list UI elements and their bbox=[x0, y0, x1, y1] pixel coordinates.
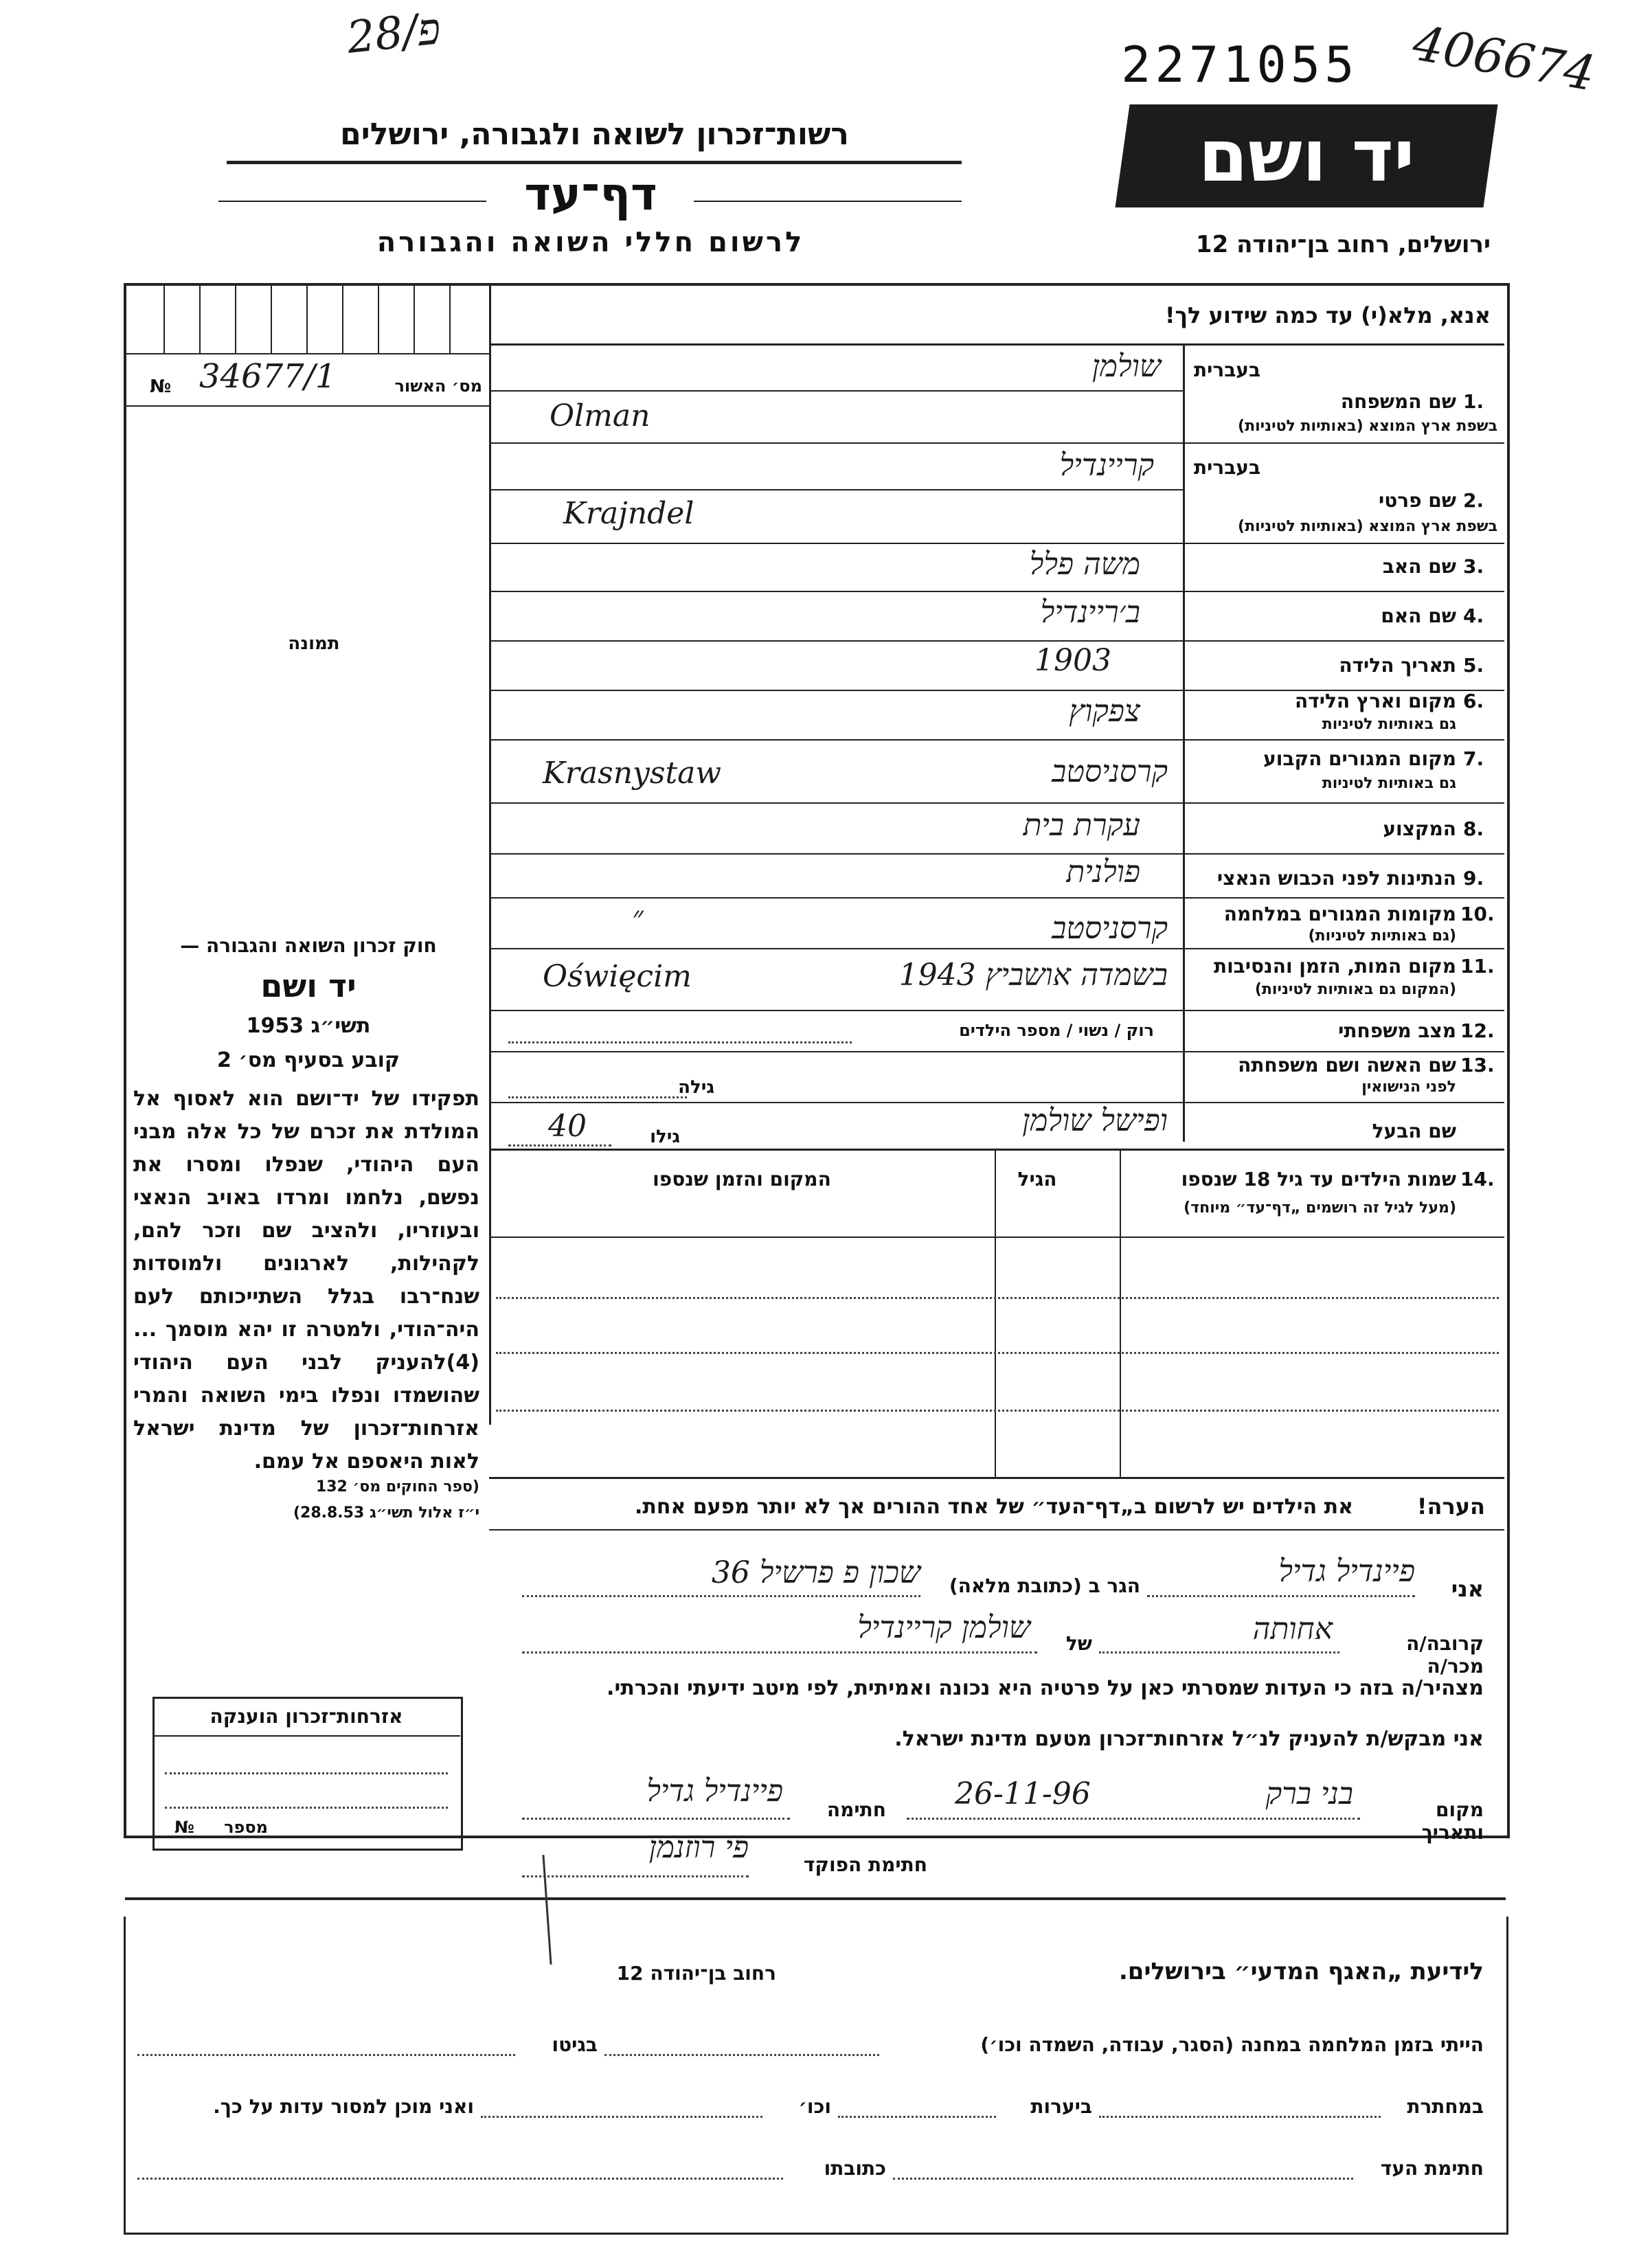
authority-line: רשות־זכרון לשואה ולגבורה, ירושלים bbox=[340, 117, 849, 152]
field-2-label: שם פרטי bbox=[1378, 489, 1456, 512]
field-7-num: 7. bbox=[1463, 747, 1484, 770]
field-1-value-he: שולמן bbox=[1091, 349, 1161, 384]
approval-row-top bbox=[125, 353, 489, 354]
field-6-value: צפקוץ bbox=[1069, 694, 1140, 729]
field-7-value-latin: Krasnystaw bbox=[543, 756, 722, 791]
approval-label: מס׳ האשור bbox=[394, 376, 482, 396]
bottom-line2-b: ביערות bbox=[1030, 2095, 1092, 2118]
note-text: את הילדים יש לרשום ב„דף־העד״ של אחד ההורים אך לא יותר מפעם אחת. bbox=[634, 1495, 1353, 1519]
label-column-divider bbox=[1183, 343, 1185, 1142]
bottom-line1-a: הייתי בזמן המלחמה במחנה (הסגר, עבודה, השמדה וכו׳) bbox=[980, 2033, 1484, 2056]
title-rule-left bbox=[218, 201, 486, 202]
row-line-2a bbox=[489, 489, 1183, 490]
children-sub: (מעל לגיל זה רושמים „דף־עד״ מיוחד) bbox=[1184, 1199, 1456, 1217]
tick-9 bbox=[449, 284, 451, 353]
citizenship-no-sign: № bbox=[174, 1818, 194, 1837]
officer-value: פי רוזנמן bbox=[648, 1830, 749, 1865]
bottom-line3-dots-2 bbox=[137, 2178, 783, 2180]
field-1-sub: בשפת ארץ המוצא (באותיות לטיניות) bbox=[1238, 418, 1497, 435]
bottom-line1-dots-1 bbox=[604, 2054, 879, 2056]
yad-vashem-logo bbox=[1115, 104, 1497, 207]
note-rule bbox=[489, 1529, 1504, 1531]
field-2-hebrew-tag: בעברית bbox=[1194, 456, 1261, 479]
bottom-line1-b: בגיטו bbox=[552, 2033, 598, 2056]
children-row-1 bbox=[489, 1237, 1504, 1238]
field-9-num: 9. bbox=[1463, 867, 1484, 890]
declare-text: מצהיר/ה בזה כי העדות שמסרתי כאן על פרטיה היא נכונה ואמיתית, לפי מיטב ידיעתי והכרתי. bbox=[607, 1676, 1484, 1700]
officer-dots bbox=[522, 1875, 749, 1877]
field-6-sub: גם באותיות לטיניות bbox=[1322, 716, 1456, 733]
row-line-9 bbox=[489, 897, 1504, 899]
row-line-1a bbox=[489, 390, 1183, 392]
field-8-num: 8. bbox=[1463, 817, 1484, 840]
field-1-num: 1. bbox=[1463, 390, 1484, 413]
row-line-14 bbox=[489, 1149, 1504, 1151]
declarant-resides-label: הגר ב (כתובת מלאה) bbox=[949, 1574, 1140, 1597]
husband-age-value: 40 bbox=[548, 1109, 587, 1144]
field-11-sub: (המקום גם באותיות לטיניות) bbox=[1254, 981, 1456, 998]
field-10-label: מקומות המגורים במלחמה bbox=[1223, 903, 1456, 925]
address: ירושלים, רחוב בן־יהודה 12 bbox=[1195, 231, 1491, 258]
left-column-divider bbox=[489, 284, 491, 1425]
law-name: יד ושם bbox=[260, 967, 357, 1004]
tick-5 bbox=[306, 284, 308, 353]
field-4-value: ב׳ריינדיל bbox=[1040, 595, 1140, 630]
field-10-value: קרסניסטב bbox=[1052, 911, 1168, 946]
form-subtitle: לרשום חללי השואה והגבורה bbox=[376, 227, 805, 258]
citizenship-title: אזרחות־זכרון הוענקה bbox=[210, 1705, 403, 1728]
husband-age-dots bbox=[508, 1144, 611, 1147]
children-bottom bbox=[489, 1477, 1504, 1479]
tick-1 bbox=[163, 284, 165, 353]
declarant-relative-value: אחותה bbox=[1252, 1612, 1333, 1647]
row-line-1 bbox=[489, 442, 1504, 444]
law-ref-1: (ספר החוקים מס׳ 132 bbox=[315, 1478, 479, 1495]
row-line-12 bbox=[489, 1051, 1504, 1052]
bottom-line3-b: כתובתו bbox=[824, 2157, 886, 2180]
field-1-value-latin: Olman bbox=[550, 398, 650, 433]
field-4-label: שם האם bbox=[1381, 605, 1456, 627]
field-2-num: 2. bbox=[1463, 489, 1484, 512]
husband-label: שם הבעל bbox=[1372, 1120, 1456, 1142]
law-title: חוק זכרון השואה והגבורה — bbox=[180, 934, 437, 957]
approval-row-bottom bbox=[125, 405, 489, 407]
field-9-value: פולנית bbox=[1066, 855, 1140, 890]
citizenship-dots-1 bbox=[165, 1772, 448, 1774]
field-7-label: מקום המגורים הקבוע bbox=[1263, 747, 1456, 770]
place-date-dots bbox=[907, 1818, 1360, 1820]
declarant-of-value: שולמן קריינדיל bbox=[857, 1610, 1030, 1645]
bottom-line2-dots-3 bbox=[481, 2116, 762, 2118]
officer-label: חתימת הפוקד bbox=[803, 1853, 927, 1876]
field-8-value: עקרת בית bbox=[1023, 808, 1140, 843]
declarant-resides-dots bbox=[522, 1595, 920, 1597]
bottom-heading: לידיעת „האגף המדעי״ בירושלים. bbox=[1118, 1958, 1484, 1985]
place-date-label: מקום ותאריך bbox=[1421, 1798, 1484, 1844]
approval-no-sign: № bbox=[150, 376, 172, 397]
row-line-7 bbox=[489, 802, 1504, 804]
bottom-line3-dots-1 bbox=[893, 2178, 1353, 2180]
field-3-label: שם האב bbox=[1382, 555, 1456, 578]
children-col-divider-2 bbox=[995, 1149, 996, 1477]
law-text: תפקידו של יד־ושם הוא לאסוף אל המולדת את זכרם של כל אלה מבני העם היהודי, שנפלו ומסרו את נפשם, נלחמו ומרדו באויב הנאצי ובעוזריו, ולהציב שם וזכר להם, לקהילות, לארגונים ולמוסדות שנח־רבו בגלל השתייכותם לעם היה־הודי, ולמטרה זו יהא מוסמך ...(4)להעניק לבני העם היהודי שהושמדו ונפלו בימי השואה והמרי אזרחות־זכרון של מדינת ישראל לאות היאספם אל עמם. bbox=[133, 1087, 479, 1473]
handwritten-ref: 406674 bbox=[1408, 14, 1600, 102]
declarant-relative-dots bbox=[1099, 1651, 1339, 1653]
field-13-label: שם האשה ושם משפחתה bbox=[1238, 1054, 1456, 1076]
field-5-num: 5. bbox=[1463, 654, 1484, 677]
field-10-sub: (גם באותיות לטיניות) bbox=[1308, 927, 1456, 945]
tick-8 bbox=[414, 284, 415, 353]
title-rule-right bbox=[694, 201, 962, 202]
row-line-10 bbox=[489, 948, 1504, 949]
declarant-i-dots bbox=[1147, 1595, 1415, 1597]
bottom-street: רחוב בן־יהודה 12 bbox=[616, 1962, 776, 1985]
tick-4 bbox=[271, 284, 272, 353]
bottom-line2-c: וכו׳ bbox=[798, 2095, 831, 2118]
husband-age-label: גילו bbox=[650, 1127, 680, 1147]
bottom-line2-d: ואני מוכן למסור עדות על כך. bbox=[213, 2095, 474, 2118]
signature-label: חתימה bbox=[826, 1798, 886, 1821]
field-1-label: שם המשפחה bbox=[1340, 390, 1456, 413]
bottom-line1-dots-2 bbox=[137, 2054, 515, 2056]
field-7-sub: גם באותיות לטיניות bbox=[1322, 775, 1456, 792]
husband-value: ופישל שולמן bbox=[1022, 1103, 1168, 1138]
citizenship-dots-2 bbox=[165, 1807, 448, 1809]
field-9-label: הנתינות לפני הכבוש הנאצי bbox=[1217, 867, 1456, 890]
intro-rule bbox=[489, 343, 1504, 346]
citizenship-title-rule bbox=[154, 1735, 460, 1737]
field-6-label: מקום וארץ הלידה bbox=[1295, 690, 1456, 712]
field-12-dots bbox=[508, 1041, 852, 1043]
field-11-num: 11. bbox=[1460, 955, 1495, 978]
bottom-line2-dots-1 bbox=[1099, 2116, 1381, 2118]
declarant-relative-label: קרובה/ה מכר/ה bbox=[1406, 1632, 1484, 1678]
declarant-resides-value: שכון פ פרשיל 36 bbox=[711, 1555, 920, 1590]
tick-6 bbox=[342, 284, 343, 353]
field-7-value: קרסניסטב bbox=[1052, 754, 1168, 789]
signature-dots bbox=[522, 1818, 790, 1820]
children-dots-1 bbox=[496, 1297, 1499, 1299]
field-11-value-latin: Oświęcim bbox=[543, 959, 692, 994]
declarant-of-dots bbox=[522, 1651, 1037, 1653]
corner-note: 28/פ bbox=[344, 3, 444, 64]
form-bottom-rule bbox=[125, 1897, 1506, 1900]
field-11-label: מקום המות, הזמן והנסיבות bbox=[1213, 955, 1456, 978]
bottom-line3-a: חתימת העד bbox=[1380, 2157, 1484, 2180]
form-title: דף־עד bbox=[524, 168, 657, 221]
row-line-2 bbox=[489, 543, 1504, 544]
law-section: קובע בסעיף מס׳ 2 bbox=[216, 1048, 400, 1072]
photo-label: תמונה bbox=[288, 633, 340, 654]
place-value: בני ברק bbox=[1265, 1776, 1353, 1811]
row-line-11 bbox=[489, 1010, 1504, 1011]
declarant-i-value: פיינדיל גדיל bbox=[1278, 1554, 1415, 1589]
request-text: אני מבקש/ת להעניק לנ״ל אזרחות־זכרון מטעם מדינת ישראל. bbox=[894, 1727, 1484, 1751]
field-13-sub: לפני הנישואין bbox=[1361, 1079, 1456, 1096]
field-4-num: 4. bbox=[1463, 605, 1484, 627]
field-3-value: משה פלל bbox=[1029, 547, 1140, 582]
children-col-divider-1 bbox=[1120, 1149, 1121, 1477]
note-label: הערה! bbox=[1416, 1493, 1485, 1520]
tick-3 bbox=[235, 284, 236, 353]
field-13-num: 13. bbox=[1460, 1054, 1495, 1076]
field-2-value-latin: Krajndel bbox=[563, 496, 694, 531]
field-11-value: בשמדה אושביץ 1943 bbox=[898, 958, 1168, 993]
form-intro: אנא, מלא(י) עד כמה שידוע לך! bbox=[1164, 302, 1491, 328]
field-2-value-he: קריינדיל bbox=[1059, 448, 1154, 483]
citizenship-number: מספר bbox=[224, 1818, 268, 1837]
field-10-ditto: ״ bbox=[632, 900, 644, 935]
field-12-num: 12. bbox=[1460, 1019, 1495, 1042]
children-label: שמות הילדים עד גיל 18 שנספו bbox=[1181, 1168, 1456, 1190]
declarant-i-label: אני bbox=[1451, 1576, 1484, 1602]
row-line-6 bbox=[489, 739, 1504, 741]
children-dots-3 bbox=[496, 1410, 1499, 1412]
signature-value: פיינדיל גדיל bbox=[646, 1774, 783, 1809]
declarant-of-label: של bbox=[1065, 1632, 1092, 1655]
row-line-4 bbox=[489, 640, 1504, 642]
field-13-value: גילה bbox=[678, 1077, 714, 1098]
row-line-3 bbox=[489, 591, 1504, 592]
field-1-hebrew-tag: בעברית bbox=[1194, 359, 1261, 381]
law-ref-2: י״ז אלול תשי״ג 28.8.53) bbox=[293, 1504, 479, 1522]
children-dots-2 bbox=[496, 1352, 1499, 1354]
tick-7 bbox=[378, 284, 379, 353]
date-value: 26-11-96 bbox=[955, 1776, 1091, 1811]
approval-value: 34677/1 bbox=[199, 357, 337, 396]
field-3-num: 3. bbox=[1463, 555, 1484, 578]
field-5-label: תאריך הלידה bbox=[1339, 654, 1456, 677]
field-8-label: המקצוע bbox=[1383, 817, 1456, 840]
logo-text: יד ושם bbox=[1198, 114, 1415, 198]
field-10-num: 10. bbox=[1460, 903, 1495, 925]
law-year: תשי״ג 1953 bbox=[246, 1014, 371, 1038]
bottom-line2-a: במחתרת bbox=[1407, 2095, 1484, 2118]
field-2-sub: בשפת ארץ המוצא (באותיות לטיניות) bbox=[1238, 518, 1497, 535]
children-col-age: הגיל bbox=[1017, 1168, 1057, 1190]
children-col-place: המקום והזמן שנספו bbox=[653, 1168, 831, 1190]
tick-2 bbox=[199, 284, 201, 353]
field-12-label: מצב משפחתי bbox=[1338, 1019, 1456, 1042]
field-5-value: 1903 bbox=[1034, 643, 1111, 678]
bottom-line2-dots-2 bbox=[838, 2116, 996, 2118]
authority-underline bbox=[227, 161, 962, 164]
field-6-num: 6. bbox=[1463, 690, 1484, 712]
field-14-num: 14. bbox=[1460, 1168, 1495, 1190]
field-12-value: רוק / נשוי / מספר הילדים bbox=[959, 1021, 1154, 1040]
serial-number: 2271055 bbox=[1121, 36, 1359, 93]
field-13-dots bbox=[508, 1096, 687, 1098]
